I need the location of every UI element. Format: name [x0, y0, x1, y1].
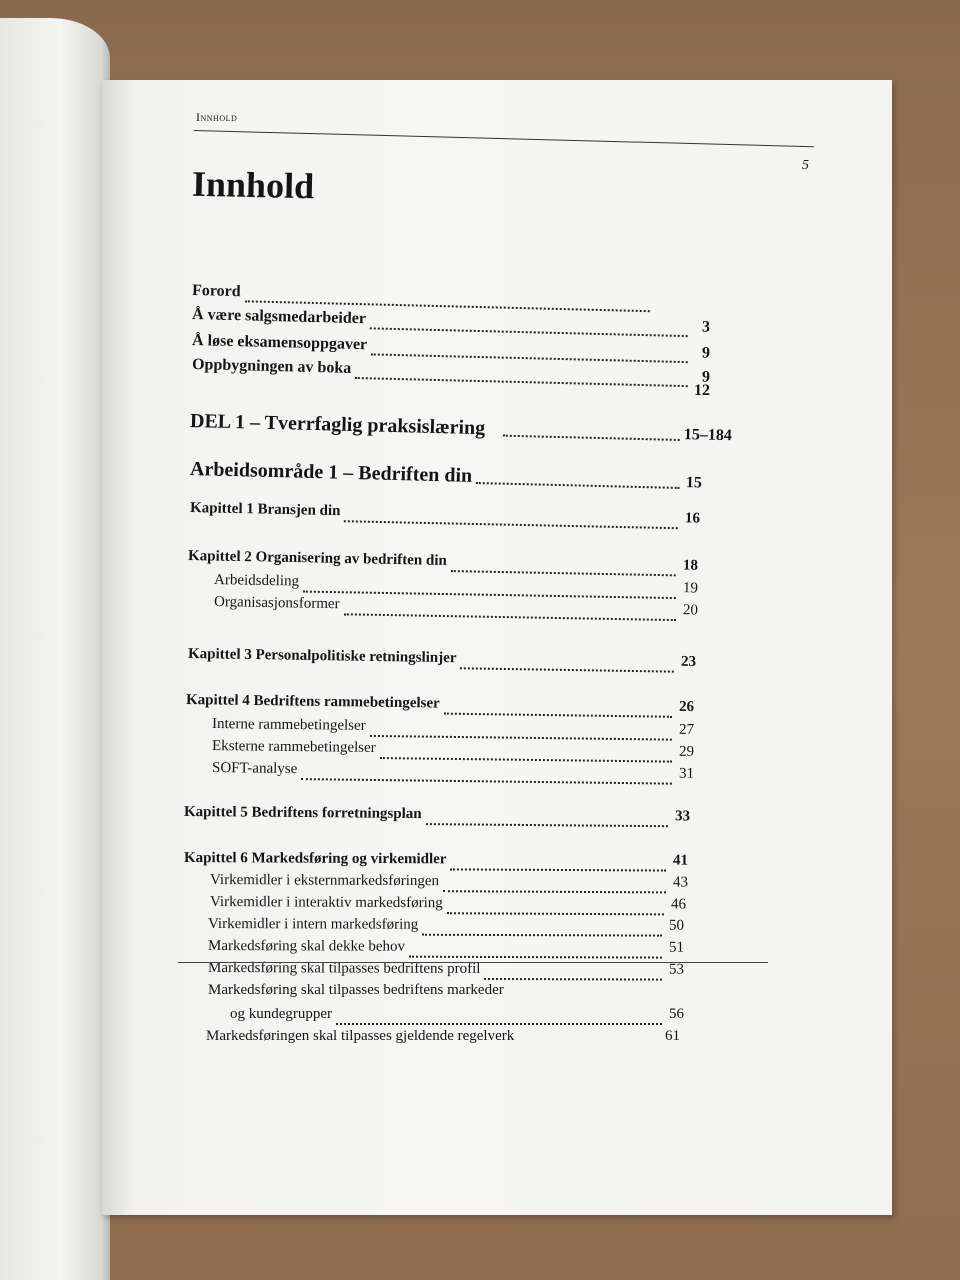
toc-entry-leader	[355, 377, 688, 387]
toc-entry-page: 27	[678, 721, 695, 738]
toc-entry-label: Markedsføring skal dekke behov	[207, 938, 406, 955]
toc-entry-label: Kapittel 1 Bransjen din	[189, 500, 341, 520]
toc-entry-leader	[343, 613, 675, 621]
toc-entry-page: 19	[682, 580, 699, 597]
toc-entry-label: Virkemidler i eksternmarkedsføringen	[209, 872, 440, 890]
toc-entry-label: DEL 1 – Tverrfaglig praksislæring	[189, 410, 486, 440]
toc-entry-page: 46	[670, 896, 687, 913]
toc-entry-leader	[476, 482, 680, 489]
toc-entry-label: Kapittel 2 Organisering av bedriften din	[187, 548, 447, 569]
toc-entry-section[interactable]	[206, 1028, 680, 1052]
toc-entry-page: 29	[678, 743, 695, 760]
toc-entry-label: Kapittel 4 Bedriftens rammebetingelser	[185, 692, 440, 712]
footer-rule	[178, 962, 768, 963]
toc-entry[interactable]	[662, 382, 710, 406]
toc-entry-leader	[422, 934, 662, 937]
toc-entry-leader	[451, 570, 676, 576]
toc-entry-label: Å løse eksamensoppgaver	[191, 332, 368, 354]
toc-entry-label: Kapittel 6 Markedsføring og virkemidler	[183, 850, 447, 868]
toc-entry-page: 12	[694, 382, 710, 399]
toc-entry-label: Markedsføring skal tilpasses bedriftens markeder	[208, 982, 504, 998]
toc-entry-page: 9	[701, 368, 711, 386]
toc-entry-label: Oppbygningen av boka	[191, 356, 352, 377]
toc-entry-section[interactable]	[230, 1006, 684, 1030]
toc-entry-leader	[301, 778, 672, 785]
toc-entry-page: 9	[701, 344, 711, 362]
toc-entry-label: Interne rammebetingelser	[211, 716, 366, 734]
toc-entry-page: 26	[678, 698, 695, 716]
toc-entry-label: Virkemidler i interaktiv markedsføring	[209, 894, 443, 912]
toc-entry-leader	[447, 912, 664, 915]
toc-entry-label: Arbeidsdeling	[213, 572, 300, 590]
toc-entry-page: 41	[672, 852, 689, 869]
book-page	[102, 80, 892, 1215]
toc-entry-leader	[450, 868, 666, 871]
toc-entry-page: 20	[682, 602, 699, 619]
toc-entry-page: 56	[669, 1006, 684, 1022]
toc-entry-label: Kapittel 5 Bedriftens forretningsplan	[183, 804, 422, 823]
page-title: Innhold	[191, 163, 315, 207]
toc-entry-leader	[503, 435, 680, 441]
toc-entry-chapter[interactable]	[190, 500, 700, 535]
toc-entry-label: Å være salgsmedarbeider	[191, 306, 367, 328]
toc-entry-label: og kundegrupper	[230, 1006, 333, 1022]
toc-entry-label: Kapittel 3 Personalpolitiske retningslinjer	[187, 646, 457, 667]
toc-entry-label: Arbeidsområde 1 – Bedriften din	[189, 458, 473, 487]
toc-entry-page: 15–184	[683, 426, 733, 445]
toc-entry-leader	[344, 520, 678, 529]
toc-entry-leader	[484, 978, 662, 981]
toc-entry-leader	[443, 890, 666, 893]
toc-entry-chapter[interactable]	[188, 646, 696, 678]
toc-entry-page: 33	[674, 808, 691, 825]
toc-entry-page: 23	[680, 653, 697, 670]
toc-entry-part[interactable]	[190, 410, 732, 447]
toc-entry-page: 15	[685, 474, 703, 492]
toc-entry-page: 3	[701, 318, 711, 336]
toc-entry-label: Organisasjonsformer	[213, 594, 340, 613]
toc-entry-page: 16	[684, 510, 701, 527]
toc-entry-leader	[426, 823, 668, 827]
left-page-edge	[0, 18, 110, 1280]
toc-entry-leader	[409, 956, 662, 959]
toc-entry-page: 61	[665, 1028, 680, 1044]
toc-entry-page: 18	[682, 557, 699, 574]
toc-entry-area[interactable]	[190, 458, 702, 495]
toc-entry-leader	[460, 667, 674, 672]
toc-entry-label: Markedsføring skal tilpasses bedriftens profil	[207, 960, 481, 977]
toc-entry-label: SOFT-analyse	[211, 760, 298, 778]
toc-entry-leader	[370, 327, 688, 337]
toc-entry-leader	[444, 713, 672, 718]
toc-entry-page: 50	[668, 917, 685, 934]
toc-entry-label: Forord	[191, 282, 241, 301]
toc-entry-label: Markedsføringen skal tilpasses gjeldende regelverk	[206, 1028, 515, 1044]
toc-entry-page: 51	[668, 939, 685, 956]
toc-entry-section[interactable]	[208, 982, 684, 1006]
toc-entry-label: Eksterne rammebetingelser	[211, 738, 376, 756]
toc-entry-label: Virkemidler i intern markedsføring	[207, 916, 419, 933]
toc-entry-section[interactable]	[212, 760, 694, 790]
table-of-contents	[102, 80, 892, 1215]
toc-entry-chapter[interactable]	[184, 804, 690, 832]
toc-entry-page: 53	[668, 961, 685, 978]
toc-entry-leader	[336, 1023, 662, 1025]
toc-entry-page: 43	[672, 874, 689, 891]
running-head: Innhold	[196, 110, 238, 124]
page-number: 5	[802, 158, 809, 173]
toc-entry-page: 31	[678, 765, 695, 782]
